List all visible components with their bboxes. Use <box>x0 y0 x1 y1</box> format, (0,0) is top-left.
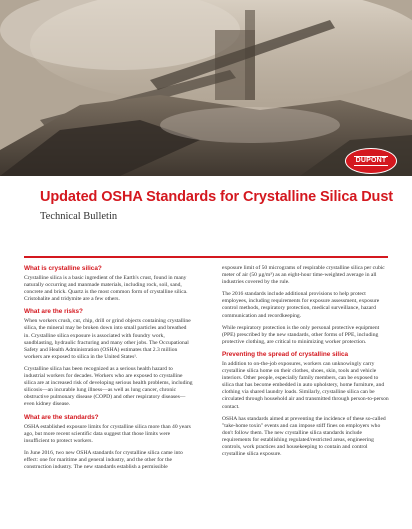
section-standards-continued <box>222 265 391 346</box>
paragraph: In June 2016, two new OSHA standards for crystalline silica came into effect: one for maritime and general industry, and the other for the construction industry. The new standards establish a permissible <box>24 449 183 470</box>
section-preventing-spread <box>222 351 391 458</box>
paragraph: exposure limit of 50 micrograms of respirable crystalline silica per cubic meter of air (50 µg/m³) as an eight-hour time-weighted average in all industries covered by the rule. <box>222 265 385 286</box>
page-title: Updated OSHA Standards for Crystalline Silica Dust <box>40 189 394 205</box>
logo-text: DUPONT <box>355 157 387 164</box>
paragraph: Crystalline silica has been recognized as a serious health hazard to industrial workers for decades. Workers who are exposed to crystalline silica are at increased risk of developing serious health problems, including silicosis—an incurable lung illness—as well as lung cancer, chronic obstructive pulmonary disease (COPD) and other respiratory diseases—even kidney disease. <box>24 365 193 408</box>
section-heading: Preventing the spread of crystalline silica <box>222 350 349 358</box>
paragraph: When workers crush, cut, chip, drill or grind objects containing crystalline silica, the mineral may be broken down into small particles and breathed in. Crystalline silica exposure is associated with foundry work, sandblasting, hydraulic fracturing and many other jobs. The Occupational Safety and Health Administration (OSHA) estimates that 2.3 million workers are exposed to silica in the United States¹. <box>24 318 191 360</box>
paragraph: In addition to on-the-job exposures, workers can unknowingly carry crystalline silica home on their clothes, shoes, skin, tools and vehicle interiors. Other people, especially family members, can be exposed to silica that has become embedded in auto upholstery, home furniture, and clothing via shared laundry loads. Similarly, crystalline silica can be circulated through household air and transmitted through person-to-person contact. <box>222 360 389 410</box>
paragraph: The 2016 standards include additional provisions to help protect employees, including requirements for exposure assessment, exposure control methods, respiratory protection, medical surveillance, hazard communication and recordkeeping. <box>222 291 380 319</box>
section-what-is-silica <box>24 265 193 303</box>
left-column <box>24 265 193 476</box>
page-subtitle: Technical Bulletin <box>40 211 118 222</box>
quarry-photo-illustration <box>0 0 412 176</box>
paragraph: OSHA has standards aimed at preventing the incidence of these so-called "take-home toxin" events and can impose stiff fines on employers who don't follow them. The new crystalline silica standards include requirements for establishing regulated/restricted areas, engineering controls, work practices and housekeeping to contain and control crystalline silica exposure. <box>222 415 386 458</box>
paragraph: While respiratory protection is the only personal protective equipment (PPE) prescribed by the new standards, other forms of PPE, including protective clothing, are critical to minimizing worker protection. <box>222 324 380 345</box>
paragraph: Crystalline silica is a basic ingredient of the Earth's crust, found in many naturally occurring and manmade materials, including rock, soil, sand, concrete and brick. Quartz is the most common form of crystalline silica. Cristobalite and tridymite are a few others. <box>24 275 188 303</box>
hero-image <box>0 0 412 176</box>
dupont-logo <box>345 148 397 174</box>
section-heading: What are the standards? <box>24 413 99 421</box>
right-column <box>222 265 391 463</box>
section-standards <box>24 414 193 472</box>
paragraph: OSHA established exposure limits for crystalline silica more than 40 years ago, but more recent scientific data suggest that those limits were insufficient to protect workers. <box>24 423 191 444</box>
section-heading: What are the risks? <box>24 308 83 316</box>
section-heading: What is crystalline silica? <box>24 265 102 272</box>
title-divider <box>24 256 388 258</box>
section-risks <box>24 308 193 408</box>
